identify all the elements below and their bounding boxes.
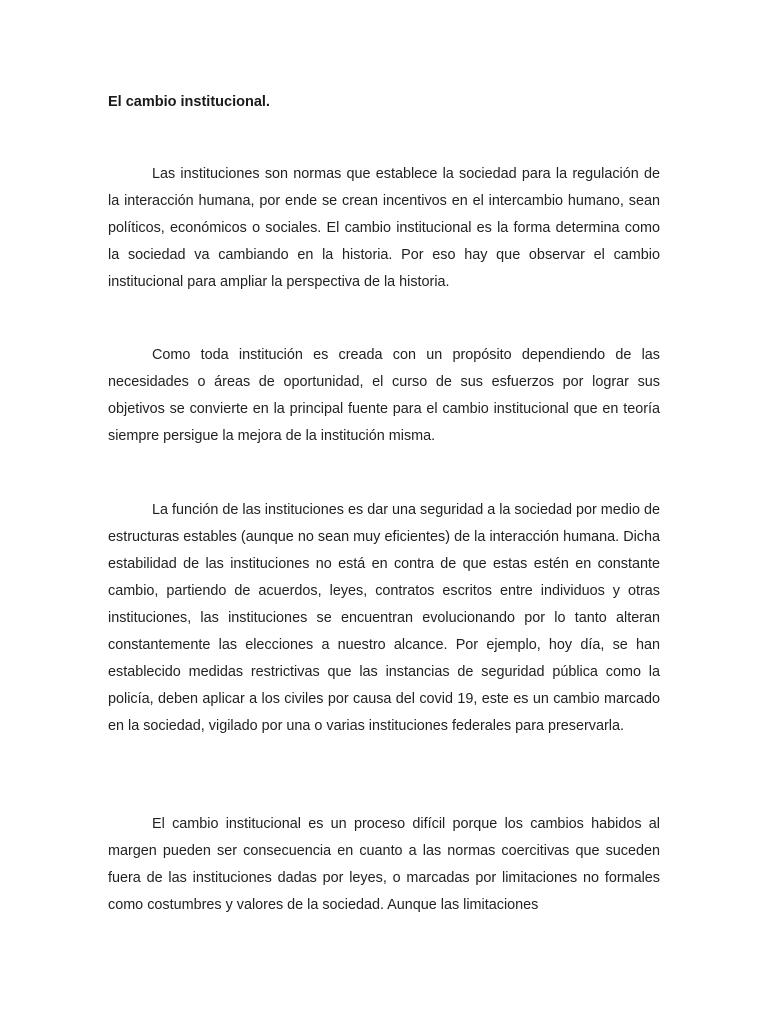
paragraph-1: Las instituciones son normas que establece la sociedad para la regulación de la interacción humana, por ende se crean incentivos en el intercambio humano, sean políticos, económicos o sociales. El cambio institucional es la forma determina como la sociedad va cambiando en la historia. Por eso hay que observar el cambio institucional para ampliar la perspectiva de la historia. [108,166,660,290]
paragraph-3: La función de las instituciones es dar una seguridad a la sociedad por medio de estructuras estables (aunque no sean muy eficientes) de la interacción humana. Dicha estabilidad de las instituciones no está en contra de que estas estén en constante cambio, partiendo de acuerdos, leyes, contratos escritos entre individuos y otras instituciones, las instituciones se encuentran evolucionando por lo tanto alteran constantemente las elecciones a nuestro alcance. Por ejemplo, hoy día, se han establecido medidas restrictivas que las instancias de seguridad pública como la policía, deben aplicar a los civiles por causa del covid 19, este es un cambio marcado en la sociedad, vigilado por una o varias instituciones federales para preservarla. [108,502,661,734]
document-title: El cambio institucional. [108,94,270,110]
paragraph-2: Como toda institución es creada con un propósito dependiendo de las necesidades o áreas de oportunidad, el curso de sus esfuerzos por lograr sus objetivos se convierte en la principal fuente para el cambio institucional que en teoría siempre persigue la mejora de la institución misma. [108,347,660,444]
paragraph-4: El cambio institucional es un proceso difícil porque los cambios habidos al margen pueden ser consecuencia en cuanto a las normas coercitivas que suceden fuera de las instituciones dadas por leyes, o marcadas por limitaciones no formales como costumbres y valores de la sociedad. Aunque las limitaciones [108,816,660,913]
